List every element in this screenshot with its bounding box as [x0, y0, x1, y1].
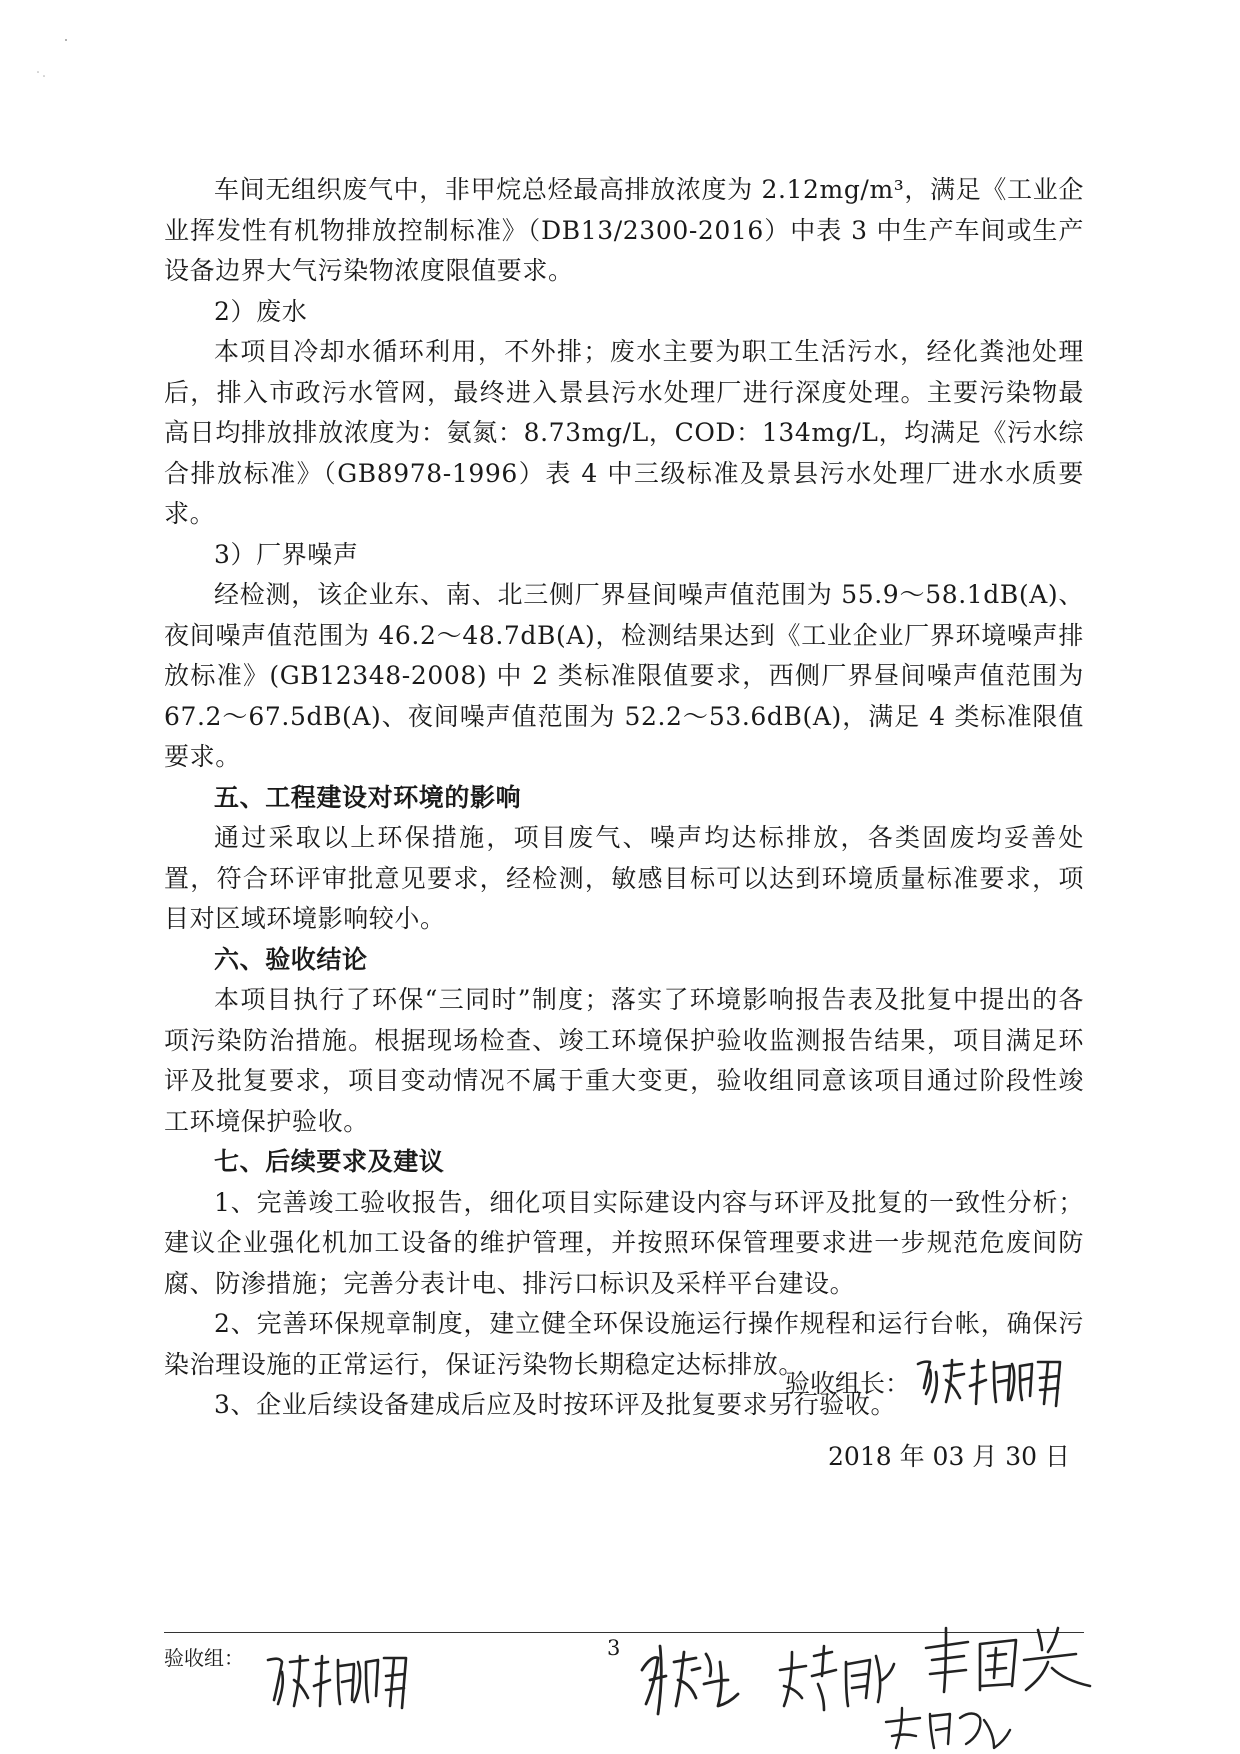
footer-group-label: 验收组：	[164, 1646, 244, 1670]
leader-signature	[910, 1350, 1070, 1414]
body-paragraph: 2、完善环保规章制度，建立健全环保设施运行操作规程和运行台帐，确保污染治理设施的正常运行，保证污染物长期稳定达标排放。	[164, 1309, 1084, 1379]
body-paragraph: 3、企业后续设备建成后应及时按环评及批复要求另行验收。	[214, 1390, 897, 1419]
body-text	[164, 170, 1084, 1426]
body-paragraph: 通过采取以上环保措施，项目废气、噪声均达标排放，各类固废均妥善处置，符合环评审批意见要求，经检测，敏感目标可以达到环境质量标准要求，项目对区域环境影响较小。	[164, 823, 1084, 933]
section-heading: 五、工程建设对环境的影响	[214, 782, 522, 812]
section-heading: 七、后续要求及建议	[214, 1147, 445, 1176]
section-heading: 六、验收结论	[214, 944, 368, 974]
body-paragraph: 2）废水	[214, 296, 308, 326]
body-paragraph: 本项目执行了环保“三同时”制度；落实了环境影响报告表及批复中提出的各项污染防治措施。根据现场检查、竣工环境保护验收监测报告结果，项目满足环评及批复要求，项目变动情况不属于重大变更，验收组同意该项目通过阶段性竣工环境保护验收。	[164, 985, 1084, 1136]
scan-specks	[30, 30, 90, 90]
body-paragraph: 3）厂界噪声	[214, 539, 359, 569]
group-signature-5	[880, 1700, 1020, 1754]
body-paragraph: 车间无组织废气中，非甲烷总烃最高排放浓度为 2.12mg/m³，满足《工业企业挥发性有机物排放控制标准》（DB13/2300-2016）中表 3 中生产车间或生产设备边界大气污染物浓度限值要求。	[164, 175, 1084, 285]
signoff-date: 2018 年 03 月 30 日	[828, 1442, 1070, 1471]
group-signature-4	[920, 1620, 1120, 1700]
leader-signoff	[785, 1350, 1070, 1414]
page-number: 3	[607, 1636, 621, 1660]
body-paragraph: 本项目冷却水循环利用，不外排；废水主要为职工生活污水，经化粪池处理后，排入市政污水管网，最终进入景县污水处理厂进行深度处理。主要污染物最高日均排放排放浓度为：氨氮：8.73mg/L，COD：134mg/L，均满足《污水综合排放标准》（GB8978-1996）表 4 中三级标准及景县污水处理厂进水水质要求。	[164, 337, 1084, 528]
leader-label: 验收组长：	[784, 1369, 910, 1398]
group-signature-1	[262, 1648, 412, 1718]
body-paragraph: 1、完善竣工验收报告，细化项目实际建设内容与环评及批复的一致性分析；建议企业强化机加工设备的维护管理，并按照环保管理要求进一步规范危废间防腐、防渗措施；完善分表计电、排污口标识及采样平台建设。	[164, 1187, 1084, 1298]
group-signature-2	[636, 1640, 746, 1720]
body-paragraph: 经检测，该企业东、南、北三侧厂界昼间噪声值范围为 55.9～58.1dB(A)、夜间噪声值范围为 46.2～48.7dB(A)，检测结果达到《工业企业厂界环境噪声排放标准》(GB12348-2008) 中 2 类标准限值要求，西侧厂界昼间噪声值范围为 67.2～67.5dB(A)、夜间噪声值范围为 52.2～53.6dB(A)，满足 4 类标准限值要求。	[164, 580, 1084, 771]
